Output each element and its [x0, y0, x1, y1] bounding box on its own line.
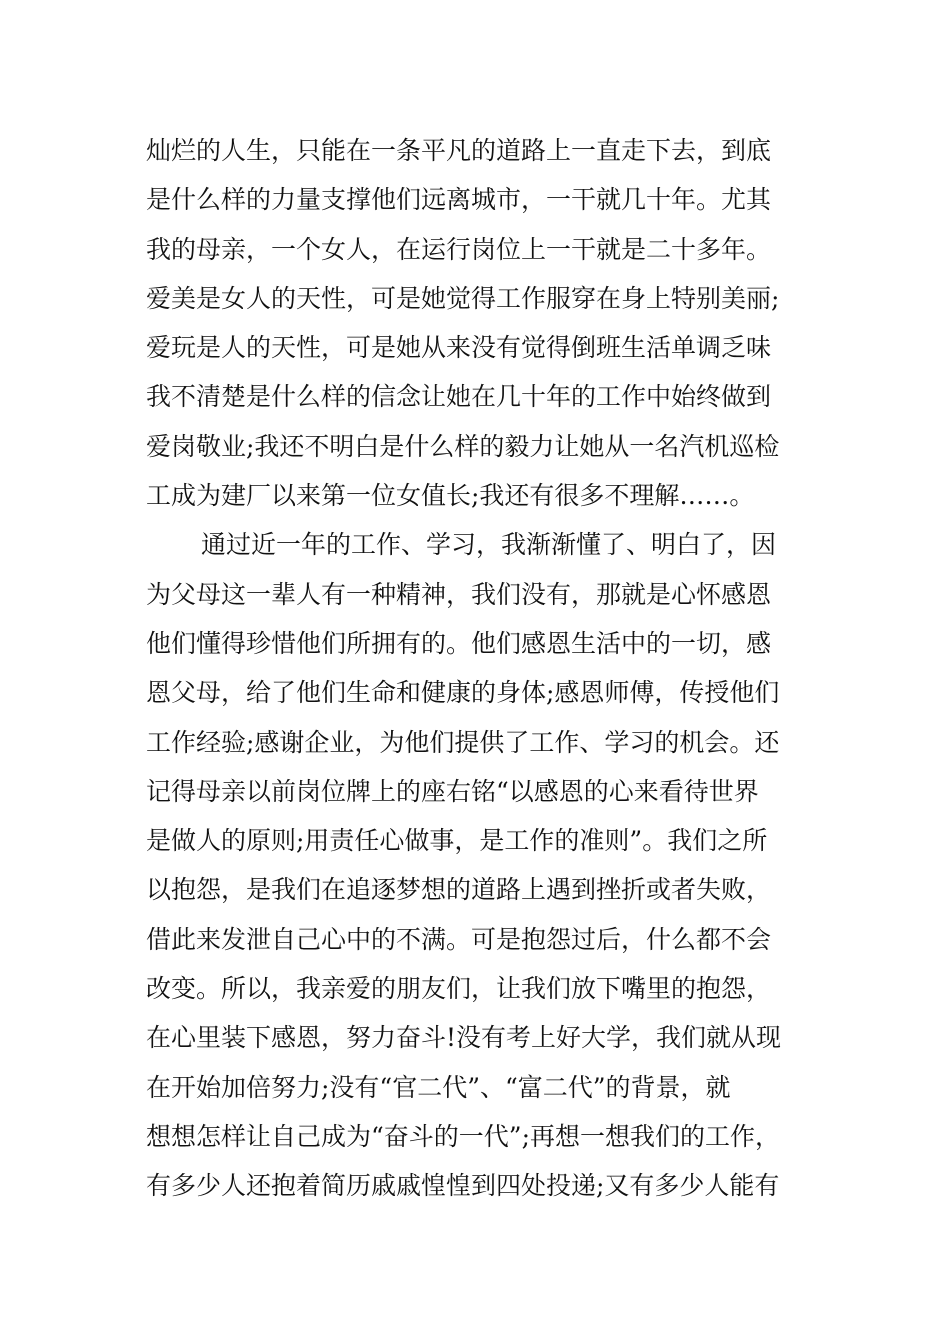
text-line: 恩父母，给了他们生命和健康的身体;感恩师傅，传授他们 [146, 678, 780, 708]
text-line: 借此来发泄自己心中的不满。可是抱怨过后，什么都不会 [146, 924, 772, 954]
text-line: 工作经验;感谢企业，为他们提供了工作、学习的机会。还 [146, 727, 780, 757]
text-line: 以抱怨，是我们在追逐梦想的道路上遇到挫折或者失败， [146, 875, 772, 905]
text-line: 灿烂的人生，只能在一条平凡的道路上一直走下去，到底 [146, 136, 772, 165]
text-line: 在开始加倍努力;没有“官二代”、“富二代”的背景，就 [146, 1072, 731, 1102]
text-line: 是做人的原则;用责任心做事，是工作的准则”。我们之所 [146, 826, 768, 856]
text-line: 爱岗敬业;我还不明白是什么样的毅力让她从一名汽机巡检 [146, 431, 780, 461]
text-line: 为父母这一辈人有一种精神，我们没有，那就是心怀感恩 [146, 579, 772, 609]
text-line: 在心里装下感恩，努力奋斗!没有考上好大学，我们就从现 [146, 1023, 782, 1053]
text-line: 我不清楚是什么样的信念让她在几十年的工作中始终做到 [146, 382, 772, 412]
text-line: 爱玩是人的天性，可是她从来没有觉得倒班生活单调乏味 [146, 333, 772, 363]
text-line: 我的母亲，一个女人，在运行岗位上一干就是二十多年。 [146, 234, 772, 264]
text-line: 他们懂得珍惜他们所拥有的。他们感恩生活中的一切，感 [146, 628, 772, 658]
text-line: 爱美是女人的天性，可是她觉得工作服穿在身上特别美丽; [146, 283, 780, 313]
text-line: 有多少人还抱着简历戚戚惶惶到四处投递;又有多少人能有 [146, 1171, 780, 1201]
body-text [146, 126, 826, 1211]
text-line: 想想怎样让自己成为“奋斗的一代”;再想一想我们的工作， [146, 1121, 780, 1151]
text-line: 是什么样的力量支撑他们远离城市，一干就几十年。尤其 [146, 185, 772, 215]
text-line: 工成为建厂以来第一位女值长;我还有很多不理解……。 [146, 481, 755, 511]
text-line: 记得母亲以前岗位牌上的座右铭“以感恩的心来看待世界 [146, 776, 759, 806]
paragraph-first-line: 通过近一年的工作、学习，我渐渐懂了、明白了，因 [201, 530, 777, 560]
text-line: 改变。所以，我亲爱的朋友们，让我们放下嘴里的抱怨， [146, 974, 772, 1004]
